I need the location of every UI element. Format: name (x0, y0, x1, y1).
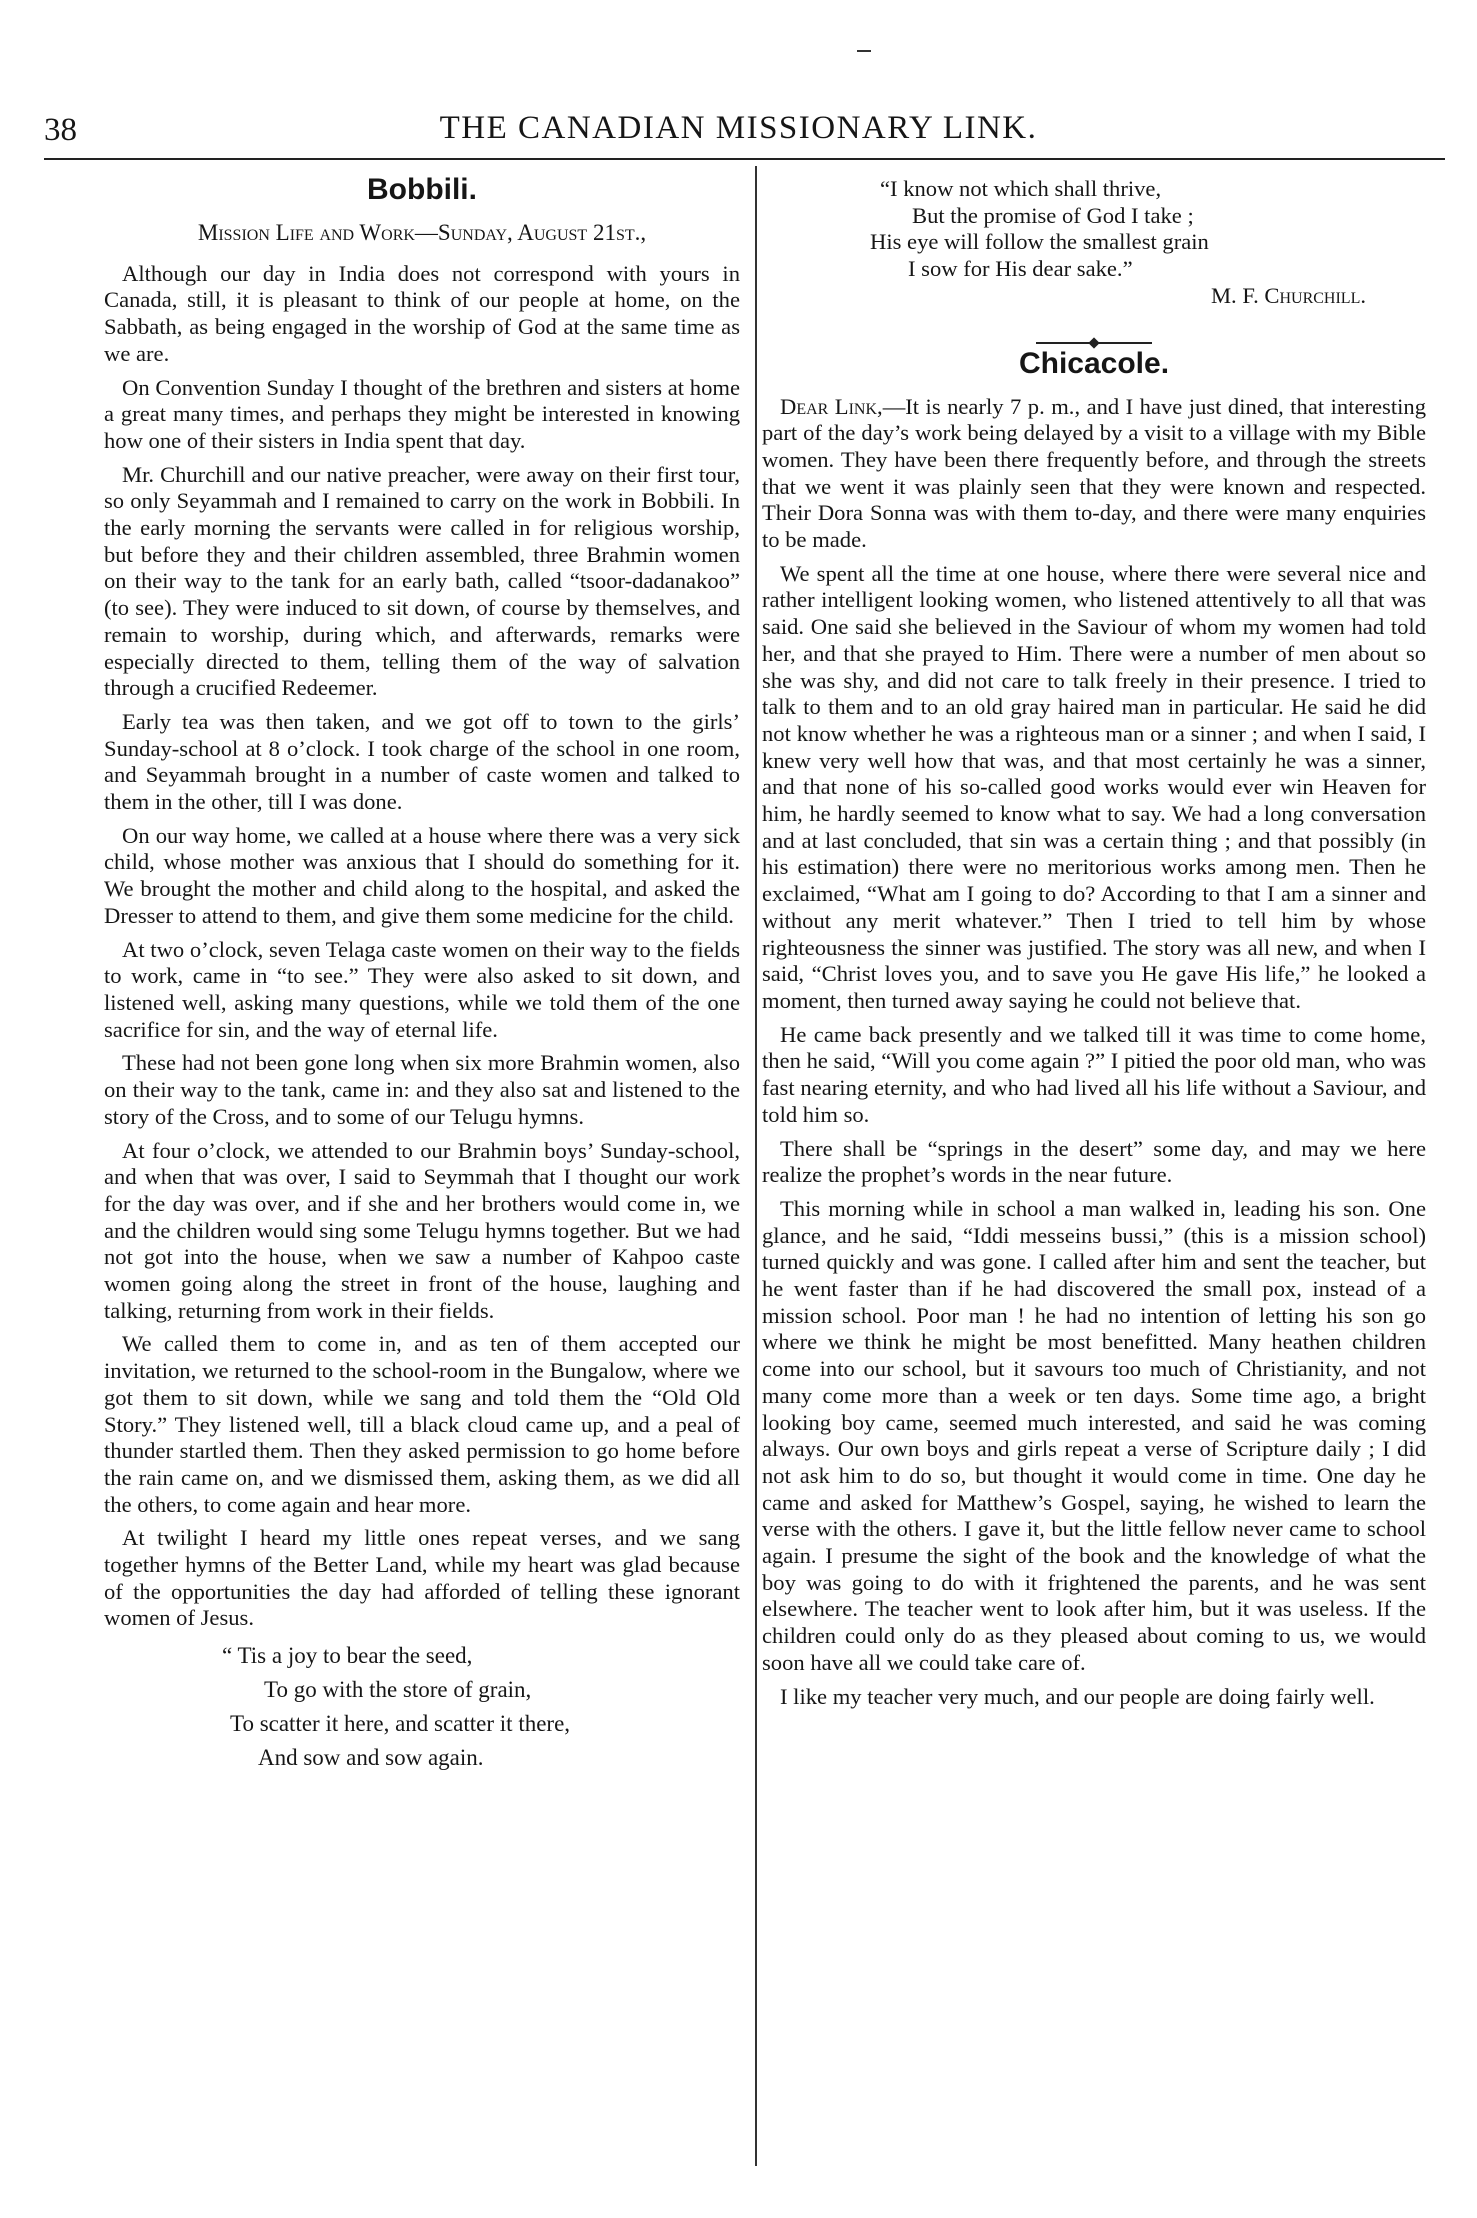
poem-line: “ Tis a joy to bear the seed, (222, 1643, 473, 1669)
paragraph: Early tea was then taken, and we got off to town to the girls’ Sunday-school at 8 o’clock. I took charge of the school in one room, and Seyammah brought in a number of caste women and talked to them in the other, till I was done. (104, 708, 740, 815)
page-number: 38 (44, 112, 77, 148)
poem-line: To go with the store of grain, (264, 1677, 532, 1703)
paragraph: We spent all the time at one house, where there were several nice and rather intelligent looking women, who listened attentively to all that was said. One said she believed in the Saviour of whom my women had told her, and that she prayed to Him. There were a number of men about so she was shy, and did not care to talk freely in their presence. I tried to talk to them and to an old gray haired man in particular. He said he did not know whether he was a righteous man or a sinner ; and when I said, I knew very well how that was, and that most certainly he was a sinner, and that none of his so-called good works would ever win Heaven for him, he hardly seemed to know what to say. We had a long conversation and at last concluded, that sin was a certain thing ; and that possibly (in his estimation) there were no meritorious works among men. Then he exclaimed, “What am I going to do? According to that I am a sinner and without any merit whatever.” Then I tried to tell him by whose righteousness the sinner was justified. The story was all new, and when I said, “Christ loves you, and to save you He gave His life,” he looked a moment, then turned away saying he could not believe that. (762, 560, 1426, 1013)
column-divider (755, 166, 757, 2166)
print-mark (857, 50, 871, 52)
salutation: Dear Link, (780, 393, 883, 419)
article-subheading: Mission Life and Work—Sunday, August 21st., (197, 220, 647, 245)
poem-line: And sow and sow again. (258, 1745, 484, 1771)
right-column (762, 172, 1426, 1717)
author-signature: M. F. Churchill. (1210, 282, 1366, 308)
poem-stanza (104, 1639, 740, 1775)
poem-stanza-continued (762, 176, 1426, 283)
running-title: THE CANADIAN MISSIONARY LINK. (439, 110, 1038, 146)
paragraph: Mr. Churchill and our native preacher, were away on their first tour, so only Seyammah and I remained to carry on the work in Bobbili. In the early morning the servants were called in for religious worship, but before they and their children assembled, three Brahmin women on their way to the tank for an early bath, called “tsoor-dadanakoo” (to see). They were induced to sit down, of course by themselves, and remain to worship, during which, and afterwards, remarks were especially directed to them, telling them of the way of salvation through a crucified Redeemer. (104, 461, 740, 701)
paragraph: At four o’clock, we attended to our Brahmin boys’ Sunday-school, and when that was over, I said to Seymmah that I thought our work for the day was over, and if she and her brothers would come in, we and the children would sing some Telugu hymns together. But we had not got into the house, when we saw a number of Kahpoo caste women going along the street in front of the house, laughing and talking, returning from work in their fields. (104, 1137, 740, 1323)
paragraph: On Convention Sunday I thought of the brethren and sisters at home a great many times, and perhaps they might be interested in knowing how one of their sisters in India spent that day. (104, 374, 740, 453)
paragraph: There shall be “springs in the desert” some day, and may we here realize the prophet’s words in the near future. (762, 1135, 1426, 1188)
opening-paragraph (762, 394, 1426, 554)
poem-line: “I know not which shall thrive, (880, 176, 1162, 201)
ornament-rule-icon (1036, 342, 1152, 344)
poem-line: To scatter it here, and scatter it there, (230, 1711, 571, 1737)
paragraph: This morning while in school a man walked in, leading his son. One glance, and he said, “Iddi messeins bussi,” (this is a mission school) turned quickly and was gone. I called after him and sent the teacher, but he went faster than if he had discovered the small pox, instead of a mission school. Poor man ! he had no intention of letting his son go where we think he might be most benefitted. Many heathen children come into our school, but it savours too much of Christianity, and not many come more than a week or ten days. Some time ago, a bright looking boy came, seemed much interested, and said he was coming always. Our own boys and girls repeat a verse of Scripture daily ; I did not ask him to do so, but thought it would come in time. One day he came and asked for Matthew’s Gospel, saying, he wished to learn the verse with the others. I gave it, but the little fellow never came to school again. I presume the sight of the book and the knowledge of what the boy was going to do with it frightened the parents, and he was sent elsewhere. The teacher went to look after him, but it was useless. If the children could only do as they pleased about coming to us, we would soon have all we could take care of. (762, 1195, 1426, 1675)
paragraph: Although our day in India does not correspond with yours in Canada, still, it is pleasant to think of our people at home, on the Sabbath, as being engaged in the worship of God at the same time as we are. (104, 260, 740, 366)
poem-line: But the promise of God I take ; (912, 202, 1194, 228)
paragraph: We called them to come in, and as ten of them accepted our invitation, we returned to the school-room in the Bungalow, where we got them to sit down, while we sang and told them the “Old Old Story.” They listened well, till a black cloud came up, and a peal of thunder startled them. Then they asked permission to go home before the rain came on, and we dismissed them, asking them, as we did all the others, to come again and hear more. (104, 1331, 740, 1517)
article-title-chicacole: Chicacole. (1018, 346, 1170, 380)
poem-line: I sow for His dear sake.” (908, 256, 1133, 282)
paragraph: I like my teacher very much, and our people are doing fairly well. (780, 1683, 1375, 1709)
paragraph: These had not been gone long when six more Brahmin women, also on their way to the tank, came in: and they also sat and listened to the story of the Cross, and to some of our Telugu hymns. (104, 1050, 740, 1129)
article-title-bobbili: Bobbili. (367, 173, 477, 206)
section-divider (762, 328, 1426, 336)
paragraph-text: —It is nearly 7 p. m., and I have just dined, that interesting part of the day’s work being delayed by a visit to a village with my Bible women. They have been there frequently before, and through the streets that we went it was plainly seen that they were known and respected. Their Dora Sonna was with them to-day, and there were many enquiries to be made. (762, 393, 1426, 553)
paragraph: He came back presently and we talked till it was time to come home, then he said, “Will you come again ?” I pitied the poor old man, who was fast nearing eternity, and who had lived all his life without a Saviour, and told him so. (762, 1021, 1426, 1127)
paragraph: At two o’clock, seven Telaga caste women on their way to the fields to work, came in “to see.” They were also asked to sit down, and listened well, asking many questions, while we told them of the one sacrifice for sin, and the way of eternal life. (104, 936, 740, 1042)
paragraph: On our way home, we called at a house where there was a very sick child, whose mother was anxious that I should do something for it. We brought the mother and child along to the hospital, and asked the Dresser to attend to them, and give them some medicine for the child. (104, 822, 740, 928)
paragraph: At twilight I heard my little ones repeat verses, and we sang together hymns of the Better Land, while my heart was glad because of the opportunities the day had afforded of telling these ignorant women of Jesus. (104, 1525, 740, 1631)
header-rule (44, 158, 1445, 160)
left-column (104, 172, 740, 1775)
poem-line: His eye will follow the smallest grain (870, 229, 1209, 255)
